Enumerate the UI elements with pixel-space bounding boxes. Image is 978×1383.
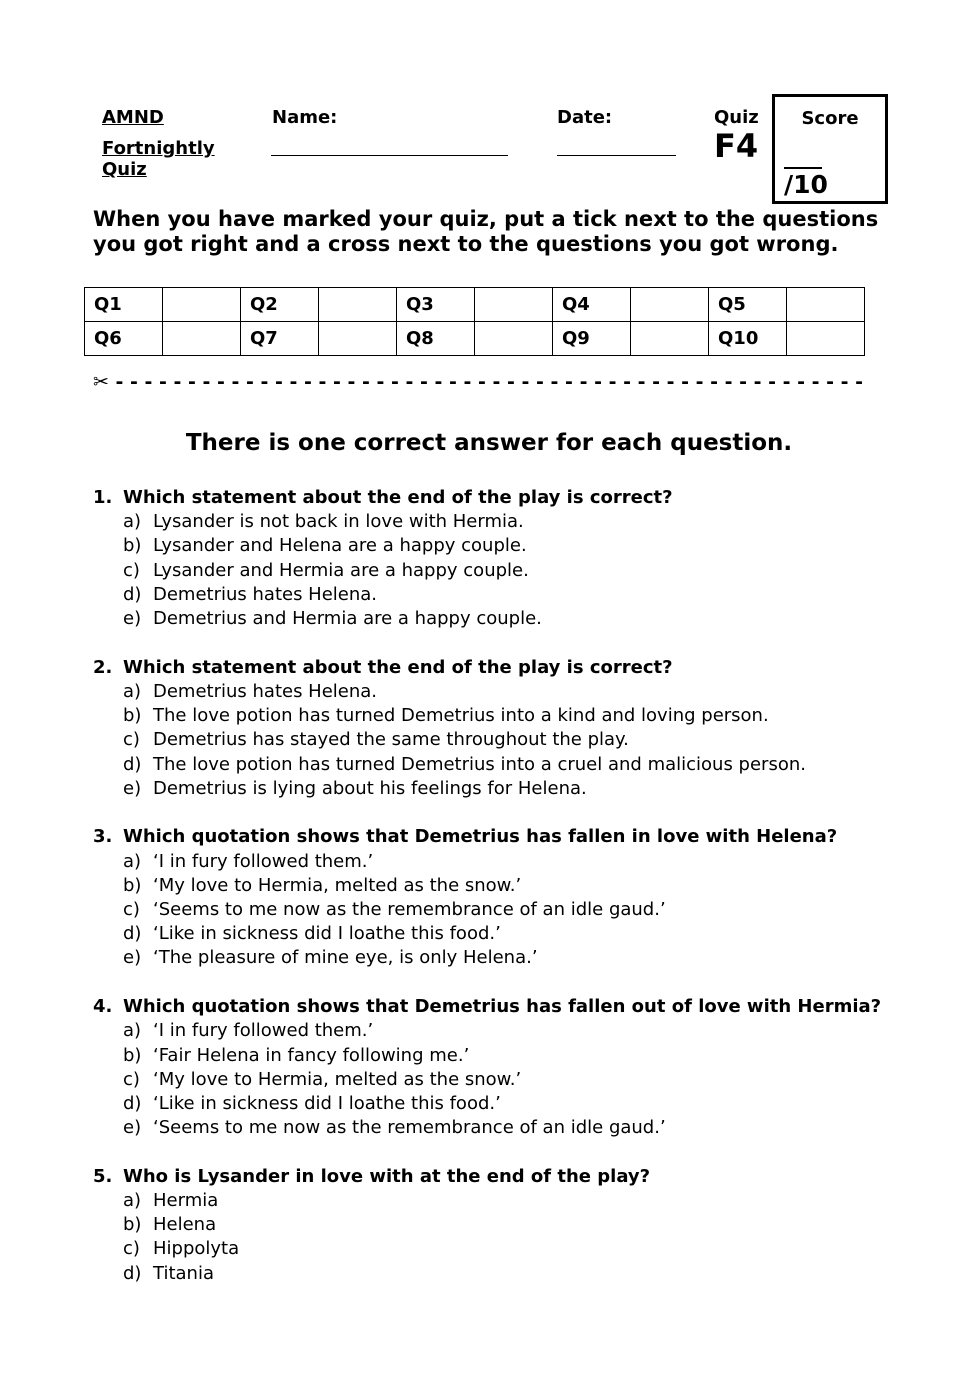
tick-mark-cell[interactable]	[631, 288, 709, 322]
tick-mark-cell[interactable]	[631, 322, 709, 356]
quiz-type-label: Fortnightly Quiz	[102, 138, 215, 180]
answer-option[interactable]	[93, 753, 953, 777]
option-text: Demetrius hates Helena.	[153, 583, 378, 605]
option-text: The love potion has turned Demetrius into a cruel and malicious person.	[153, 753, 806, 775]
tick-mark-cell[interactable]	[163, 322, 241, 356]
option-letter: d)	[123, 1092, 142, 1114]
option-text: Demetrius and Hermia are a happy couple.	[153, 608, 542, 630]
option-letter: b)	[123, 705, 142, 727]
question-number: 1.	[93, 487, 113, 508]
name-blank-line[interactable]	[271, 155, 508, 156]
question-number-cell: Q9	[553, 322, 631, 356]
question-number-cell: Q6	[85, 322, 163, 356]
answer-option[interactable]	[93, 874, 953, 898]
answer-option[interactable]	[93, 510, 953, 534]
answer-option[interactable]	[93, 680, 953, 704]
tick-mark-cell[interactable]	[475, 322, 553, 356]
answer-option[interactable]	[93, 1262, 953, 1286]
option-letter: b)	[123, 874, 142, 896]
answer-option[interactable]	[93, 922, 953, 946]
answer-option[interactable]	[93, 1189, 953, 1213]
option-letter: d)	[123, 753, 142, 775]
cut-line	[93, 370, 883, 395]
question-number: 3.	[93, 826, 113, 848]
option-text: Helena	[153, 1214, 217, 1236]
tick-mark-cell[interactable]	[319, 288, 397, 322]
option-letter: d)	[123, 583, 142, 605]
question-number-cell: Q7	[241, 322, 319, 356]
answer-option[interactable]	[93, 1019, 953, 1043]
question-text: Which quotation shows that Demetrius has fallen in love with Helena?	[123, 826, 838, 848]
question-number-cell: Q10	[709, 322, 787, 356]
question-text: Who is Lysander in love with at the end of the play?	[123, 1165, 651, 1187]
tick-mark-cell[interactable]	[475, 288, 553, 322]
option-text: ‘Seems to me now as the remembrance of an idle gaud.’	[153, 1117, 666, 1139]
answer-option[interactable]	[93, 1092, 953, 1116]
option-letter: c)	[123, 559, 140, 581]
answer-option[interactable]	[93, 583, 953, 607]
option-text: ‘My love to Hermia, melted as the snow.’	[153, 1068, 522, 1090]
option-letter: e)	[123, 1117, 142, 1139]
option-letter: b)	[123, 535, 142, 557]
option-text: The love potion has turned Demetrius into a kind and loving person.	[153, 705, 769, 727]
option-letter: b)	[123, 1214, 142, 1236]
score-label: Score	[801, 108, 859, 129]
marking-instructions: When you have marked your quiz, put a tick next to the questions you got right and a cross next to the questions you got wrong.	[93, 207, 879, 256]
score-total: /10	[784, 170, 828, 199]
question-number-cell: Q4	[553, 288, 631, 322]
option-text: Titania	[153, 1262, 214, 1284]
option-letter: a)	[123, 680, 142, 702]
option-letter: a)	[123, 511, 142, 533]
question-stem	[93, 825, 953, 849]
score-box	[772, 94, 888, 204]
option-text: Demetrius is lying about his feelings for Helena.	[153, 777, 587, 799]
tick-mark-cell[interactable]	[787, 288, 865, 322]
option-text: Lysander is not back in love with Hermia.	[153, 511, 524, 533]
option-text: Lysander and Helena are a happy couple.	[153, 535, 527, 557]
name-label: Name:	[272, 107, 338, 128]
question-number-cell: Q1	[85, 288, 163, 322]
answer-option[interactable]	[93, 777, 953, 801]
option-letter: a)	[123, 1190, 142, 1212]
question-stem	[93, 656, 953, 680]
option-text: ‘The pleasure of mine eye, is only Helena.’	[153, 947, 538, 969]
quiz-code: F4	[714, 127, 759, 165]
option-text: Lysander and Hermia are a happy couple.	[153, 559, 529, 581]
question-number: 2.	[93, 656, 113, 678]
option-text: ‘I in fury followed them.’	[153, 850, 374, 872]
option-text: ‘My love to Hermia, melted as the snow.’	[153, 874, 522, 896]
question-item	[93, 1165, 953, 1286]
option-text: Hermia	[153, 1190, 219, 1212]
tick-table	[84, 287, 865, 356]
option-letter: d)	[123, 1262, 142, 1284]
question-number-cell: Q2	[241, 288, 319, 322]
question-item	[93, 995, 953, 1140]
section-subtitle: There is one correct answer for each question.	[185, 430, 793, 456]
question-item	[93, 486, 953, 631]
option-letter: e)	[123, 947, 142, 969]
option-letter: a)	[123, 1020, 142, 1042]
option-text: ‘Like in sickness did I loathe this food.’	[153, 923, 501, 945]
option-letter: a)	[123, 850, 142, 872]
option-text: Hippolyta	[153, 1238, 240, 1260]
option-text: Demetrius hates Helena.	[153, 680, 378, 702]
dashed-line: - - - - - - - - - - - - - - - - - - - - - - - - - - - - - - - - - - - - - - - - - - - - - - - - - - - -	[115, 371, 863, 393]
answer-option[interactable]	[93, 1116, 953, 1140]
answer-option[interactable]	[93, 850, 953, 874]
scissors-icon: ✂	[93, 371, 109, 393]
answer-option[interactable]	[93, 1068, 953, 1092]
tick-mark-cell[interactable]	[163, 288, 241, 322]
option-letter: e)	[123, 608, 142, 630]
question-item	[93, 825, 953, 970]
tick-table-row	[85, 288, 865, 322]
tick-mark-cell[interactable]	[787, 322, 865, 356]
answer-option[interactable]	[93, 559, 953, 583]
tick-table-row	[85, 322, 865, 356]
option-text: ‘Like in sickness did I loathe this food.’	[153, 1092, 501, 1114]
option-letter: c)	[123, 729, 140, 751]
question-text: Which statement about the end of the play is correct?	[123, 656, 673, 678]
question-text: Which quotation shows that Demetrius has fallen out of love with Hermia?	[123, 996, 882, 1018]
question-number-cell: Q5	[709, 288, 787, 322]
question-stem	[93, 1165, 953, 1189]
option-letter: c)	[123, 899, 140, 921]
answer-option[interactable]	[93, 946, 953, 970]
question-number: 5.	[93, 1165, 113, 1187]
score-blank-line[interactable]	[784, 167, 822, 169]
tick-mark-cell[interactable]	[319, 322, 397, 356]
option-letter: e)	[123, 777, 142, 799]
answer-option[interactable]	[93, 1044, 953, 1068]
answer-option[interactable]	[93, 1213, 953, 1237]
date-blank-line[interactable]	[557, 155, 676, 156]
subject-title: AMND	[102, 107, 164, 128]
answer-option[interactable]	[93, 534, 953, 558]
answer-option[interactable]	[93, 1237, 953, 1261]
question-item	[93, 656, 953, 801]
question-stem	[93, 486, 953, 510]
option-text: ‘I in fury followed them.’	[153, 1020, 374, 1042]
option-letter: c)	[123, 1068, 140, 1090]
option-text: ‘Fair Helena in fancy following me.’	[153, 1044, 470, 1066]
option-text: Demetrius has stayed the same throughout the play.	[153, 729, 629, 751]
question-number-cell: Q8	[397, 322, 475, 356]
option-letter: c)	[123, 1238, 140, 1260]
option-letter: b)	[123, 1044, 142, 1066]
quiz-label: Quiz	[714, 107, 759, 128]
question-stem	[93, 995, 953, 1019]
question-text: Which statement about the end of the play is correct?	[123, 487, 673, 508]
option-letter: d)	[123, 923, 142, 945]
question-list	[93, 486, 953, 1310]
answer-option[interactable]	[93, 607, 953, 631]
date-label: Date:	[557, 107, 613, 128]
option-text: ‘Seems to me now as the remembrance of an idle gaud.’	[153, 899, 666, 921]
answer-option[interactable]	[93, 704, 953, 728]
answer-option[interactable]	[93, 728, 953, 752]
answer-option[interactable]	[93, 898, 953, 922]
question-number-cell: Q3	[397, 288, 475, 322]
question-number: 4.	[93, 996, 113, 1018]
